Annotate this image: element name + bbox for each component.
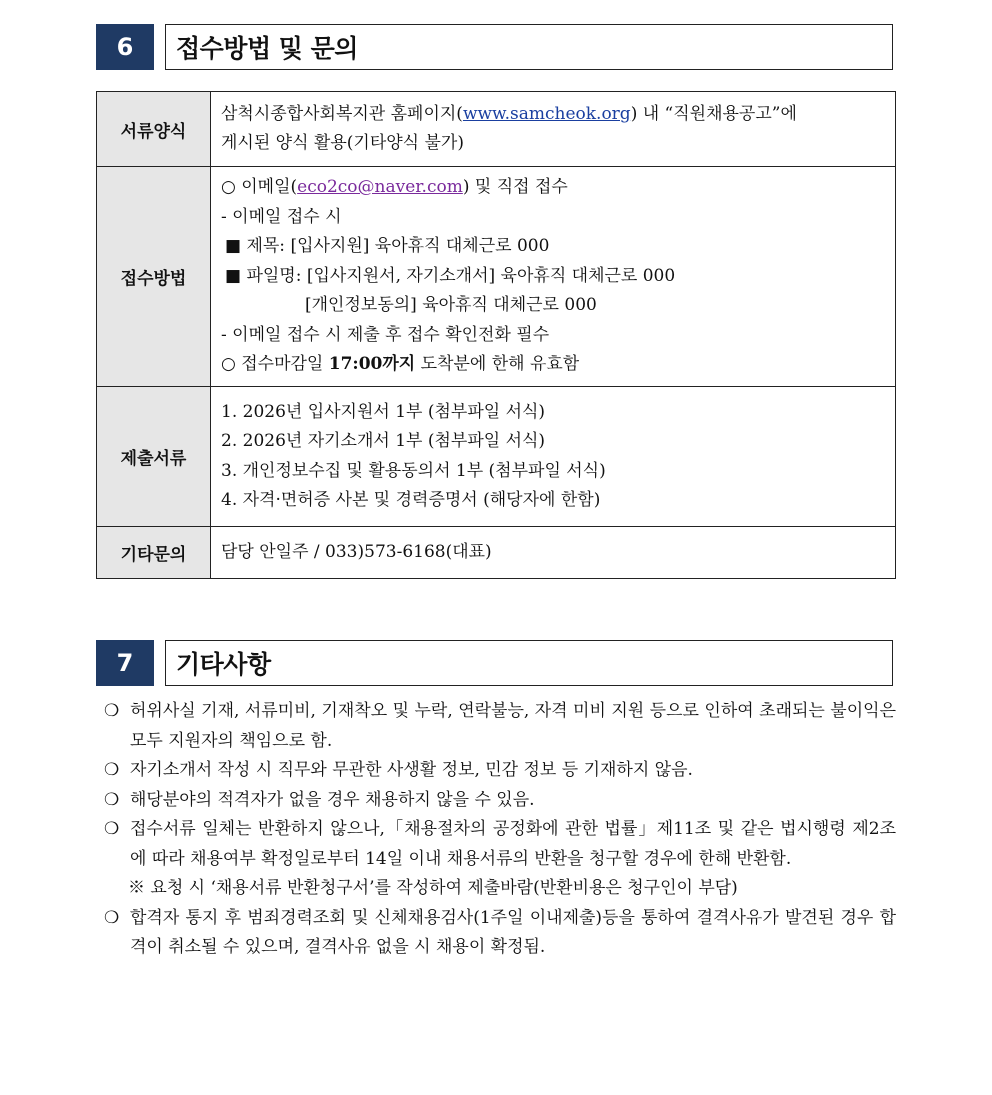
note-text: 합격자 통지 후 범죄경력조회 및 신체채용검사(1주일 이내제출)등을 통하여 결격사유가 발견된 경우 합격이 취소될 수 있으며, 결격사유 없을 시 채용이 확정됨.	[130, 907, 896, 957]
row-label: 접수방법	[97, 167, 211, 387]
circle-bullet-icon: ❍	[104, 701, 120, 721]
sub-note	[104, 874, 896, 904]
notes-list	[104, 697, 896, 963]
list-item	[104, 786, 896, 816]
text-line: ○ 이메일(eco2co@naver.com) 및 직접 접수	[221, 177, 568, 198]
row-value	[211, 167, 896, 387]
section-title: 접수방법 및 문의	[165, 24, 893, 70]
text-line: - 이메일 접수 시	[221, 206, 342, 227]
text-line: 삼척시종합사회복지관 홈페이지(www.samcheok.org) 내 “직원채용공고”에	[221, 103, 797, 124]
note-text: 접수서류 일체는 반환하지 않으나,「채용절차의 공정화에 관한 법률」제11조 및 같은 법시행령 제2조에 따라 채용여부 확정일로부터 14일 이내 채용서류의 반환을 청구할 경우에 한해 반환함.	[130, 819, 896, 869]
list-item: 2. 2026년 자기소개서 1부 (첨부파일 서식)	[221, 431, 546, 451]
text-line: [개인정보동의] 육아휴직 대체근로 000	[305, 295, 597, 316]
list-item	[104, 904, 896, 963]
note-text: 자기소개서 작성 시 직무와 무관한 사생활 정보, 민감 정보 등 기재하지 않음.	[130, 760, 693, 780]
section-7-header	[96, 640, 893, 686]
circle-bullet-icon: ❍	[104, 760, 120, 780]
row-value	[211, 387, 896, 527]
text-line: ■ 제목: [입사지원] 육아휴직 대체근로 000	[225, 236, 550, 257]
section-number: 6	[96, 24, 154, 70]
list-item	[104, 697, 896, 756]
list-item: 1. 2026년 입사지원서 1부 (첨부파일 서식)	[221, 401, 546, 422]
table-row	[97, 387, 896, 527]
circle-bullet-icon: ❍	[104, 819, 120, 839]
note-text: ※ 요청 시 ‘채용서류 반환청구서’를 작성하여 제출바람(반환비용은 청구인이 부담)	[128, 878, 738, 898]
list-item	[104, 756, 896, 786]
row-label: 기타문의	[97, 527, 211, 579]
table-row	[97, 167, 896, 387]
row-value	[211, 92, 896, 167]
text-line: 게시된 양식 활용(기타양식 불가)	[221, 133, 464, 153]
section-number: 7	[96, 640, 154, 686]
text-line: ○ 접수마감일 17:00까지 도착분에 한해 유효함	[221, 354, 580, 375]
row-label: 서류양식	[97, 92, 211, 167]
table-row	[97, 527, 896, 579]
section-title: 기타사항	[165, 640, 893, 686]
application-info-table	[96, 91, 896, 579]
section-6-header	[96, 24, 893, 70]
table-row	[97, 92, 896, 167]
homepage-link[interactable]: www.samcheok.org	[462, 103, 631, 124]
text-line: - 이메일 접수 시 제출 후 접수 확인전화 필수	[221, 324, 550, 345]
row-value: 담당 안일주 / 033)573-6168(대표)	[211, 527, 896, 579]
note-text: 허위사실 기재, 서류미비, 기재착오 및 누락, 연락불능, 자격 미비 지원 등으로 인하여 초래되는 불이익은 모두 지원자의 책임으로 함.	[130, 701, 896, 751]
list-item: 4. 자격·면허증 사본 및 경력증명서 (해당자에 한함)	[221, 490, 601, 510]
circle-bullet-icon: ❍	[104, 789, 120, 810]
row-label: 제출서류	[97, 387, 211, 527]
email-link[interactable]: eco2co@naver.com	[297, 177, 463, 198]
circle-bullet-icon: ❍	[104, 907, 120, 928]
list-item: 3. 개인정보수집 및 활용동의서 1부 (첨부파일 서식)	[221, 460, 606, 481]
list-item	[104, 815, 896, 874]
text-line: ■ 파일명: [입사지원서, 자기소개서] 육아휴직 대체근로 000	[225, 265, 676, 286]
note-text: 해당분야의 적격자가 없을 경우 채용하지 않을 수 있음.	[130, 789, 535, 810]
